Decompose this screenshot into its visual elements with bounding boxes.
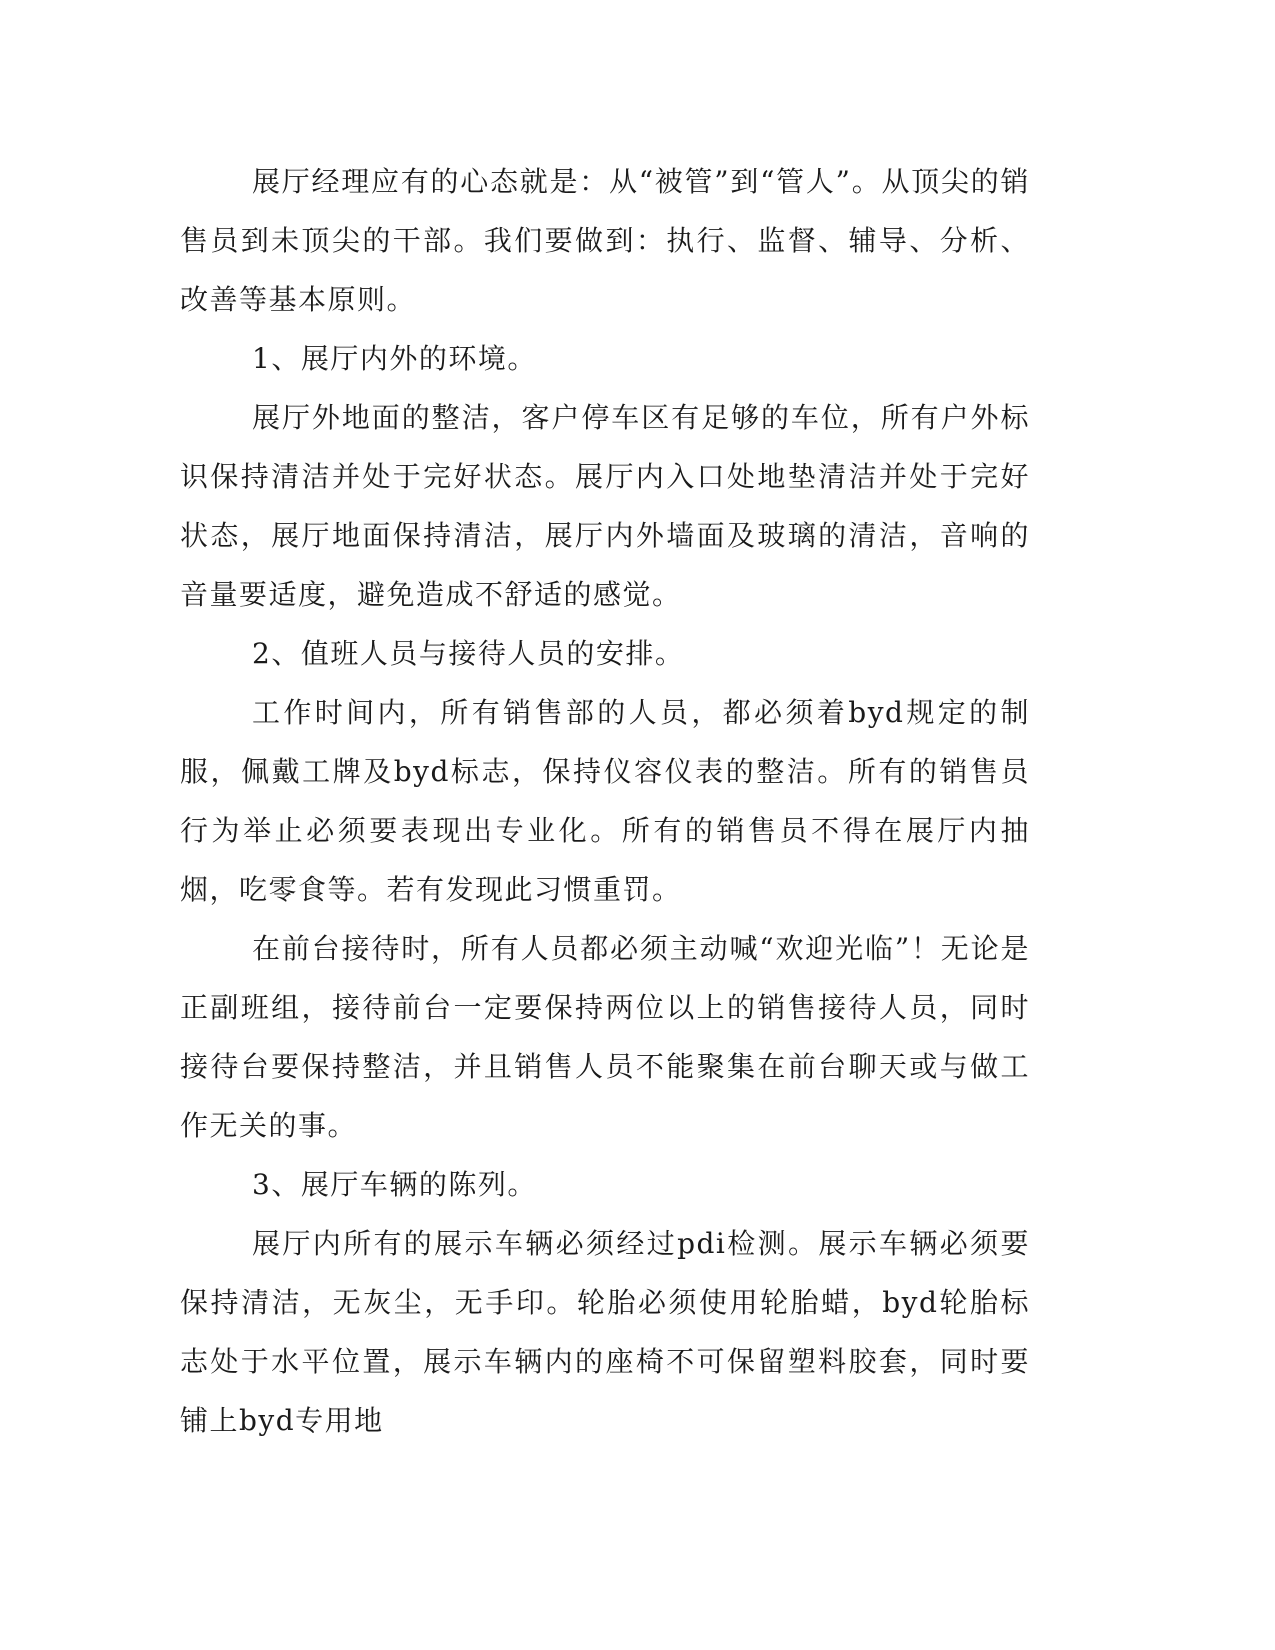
paragraph-environment: 展厅外地面的整洁，客户停车区有足够的车位，所有户外标识保持清洁并处于完好状态。展厅内入口处地垫清洁并处于完好状态，展厅地面保持清洁，展厅内外墙面及玻璃的清洁，音响的音量要适度，避免造成不舒适的感觉。 — [180, 401, 1030, 611]
paragraph-mindset: 展厅经理应有的心态就是：从“被管”到“管人”。从顶尖的销售员到未顶尖的干部。我们要做到：执行、监督、辅导、分析、改善等基本原则。 — [180, 165, 1030, 316]
section-heading-display: 3、展厅车辆的陈列。 — [252, 1168, 537, 1201]
paragraph-display: 展厅内所有的展示车辆必须经过pdi检测。展示车辆必须要保持清洁，无灰尘，无手印。轮胎必须使用轮胎蜡，byd轮胎标志处于水平位置，展示车辆内的座椅不可保留塑料胶套，同时要铺上byd专用地 — [180, 1227, 1030, 1437]
section-heading-environment: 1、展厅内外的环境。 — [252, 342, 537, 375]
document-body — [180, 152, 1030, 1450]
paragraph-uniform: 工作时间内，所有销售部的人员，都必须着byd规定的制服，佩戴工牌及byd标志，保持仪容仪表的整洁。所有的销售员行为举止必须要表现出专业化。所有的销售员不得在展厅内抽烟，吃零食等。若有发现此习惯重罚。 — [180, 696, 1030, 906]
paragraph-reception: 在前台接待时，所有人员都必须主动喊“欢迎光临”！无论是正副班组，接待前台一定要保持两位以上的销售接待人员，同时接待台要保持整洁，并且销售人员不能聚集在前台聊天或与做工作无关的事。 — [180, 932, 1030, 1142]
section-heading-staffing: 2、值班人员与接待人员的安排。 — [252, 637, 685, 670]
